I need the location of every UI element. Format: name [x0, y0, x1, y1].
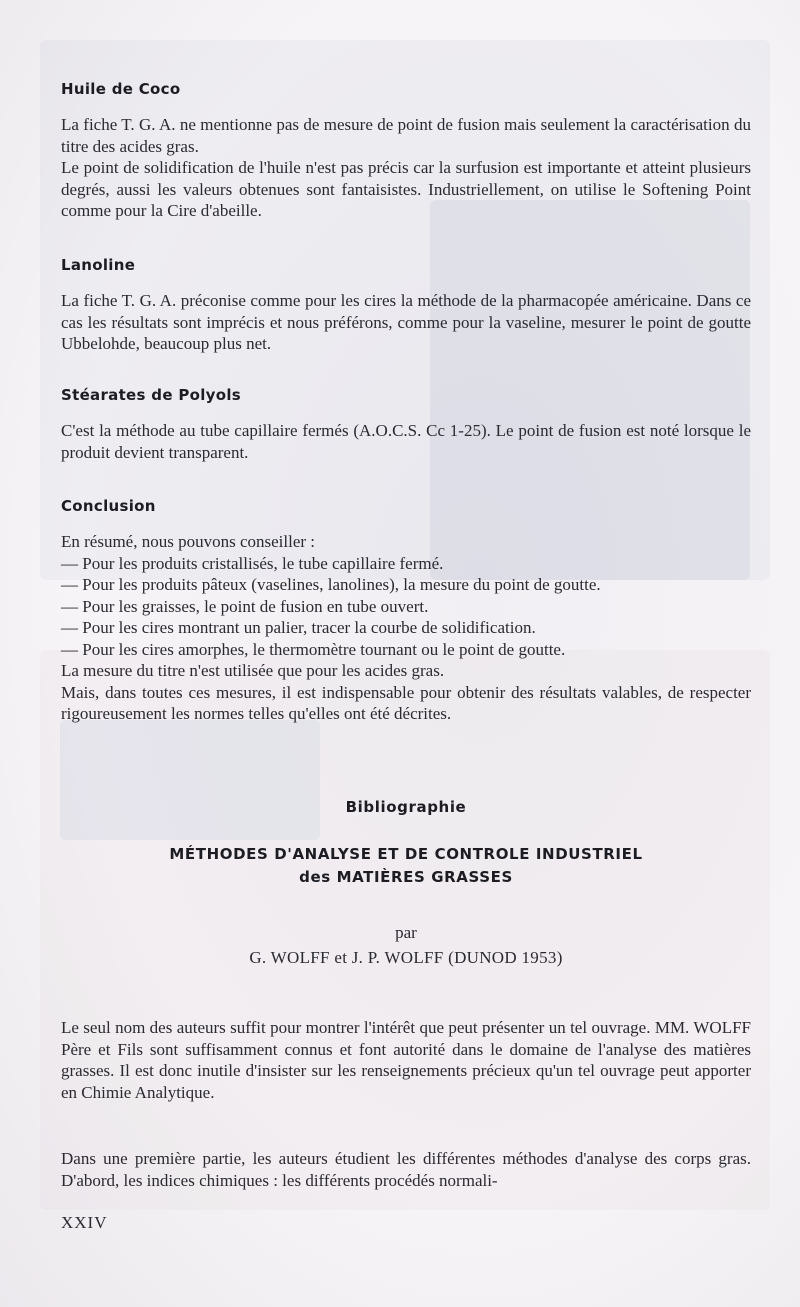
par-label: par	[395, 923, 417, 942]
paragraph: Mais, dans toutes ces mesures, il est indispensable pour obtenir des résultats valables, de respecter rigoureusement les normes telles qu'elles ont été décrites.	[61, 682, 751, 723]
paragraph: Le point de solidification de l'huile n'est pas précis car la surfusion est importante et atteint plusieurs degrés, aussi les valeurs obtenues sont fantaisistes. Industriellement, on utilise le Softening Point comme pour la Cire d'abeille.	[61, 158, 751, 220]
bibliography-label: Bibliographie	[345, 798, 467, 816]
section-heading: Conclusion	[61, 497, 156, 515]
paragraph: La fiche T. G. A. ne mentionne pas de mesure de point de fusion mais seulement la caractérisation du titre des acides gras.	[61, 115, 751, 156]
section-huile-de-coco	[61, 80, 751, 222]
page-number: XXIV	[61, 1213, 108, 1232]
review-paragraph-1	[61, 1017, 751, 1103]
bibliography	[61, 798, 751, 968]
list-item: — Pour les cires montrant un palier, tracer la courbe de solidification.	[61, 618, 536, 637]
paragraph: Dans une première partie, les auteurs étudient les différentes méthodes d'analyse des corps gras. D'abord, les indices chimiques : les différents procédés normali-	[61, 1149, 751, 1190]
book-title-line1: MÉTHODES D'ANALYSE ET DE CONTROLE INDUSTRIEL	[169, 845, 643, 863]
section-lanoline	[61, 256, 751, 355]
paragraph: Le seul nom des auteurs suffit pour montrer l'intérêt que peut présenter un tel ouvrage. MM. WOLFF Père et Fils sont suffisamment connus et font autorité dans le domaine de l'analyse des matières grasses. Il est donc inutile d'insister sur les renseignements précieux qu'un tel ouvrage peut apporter en Chimie Analytique.	[61, 1018, 751, 1102]
paragraph: La mesure du titre n'est utilisée que pour les acides gras.	[61, 661, 445, 680]
section-heading: Lanoline	[61, 256, 136, 274]
paragraph: La fiche T. G. A. préconise comme pour les cires la méthode de la pharmacopée américaine. Dans ce cas les résultats sont imprécis et nous préférons, comme pour la vaseline, mesurer le point de goutte Ubbelohde, beaucoup plus net.	[61, 291, 751, 353]
list-item: — Pour les cires amorphes, le thermomètre tournant ou le point de goutte.	[61, 639, 566, 659]
list-item: — Pour les graisses, le point de fusion en tube ouvert.	[61, 596, 429, 616]
review-paragraph-2	[61, 1148, 751, 1191]
section-heading: Huile de Coco	[61, 80, 181, 98]
book-title-line2: des MATIÈRES GRASSES	[299, 868, 513, 886]
section-heading: Stéarates de Polyols	[61, 386, 242, 404]
section-stearates-de-polyols	[61, 386, 751, 463]
paragraph: C'est la méthode au tube capillaire fermés (A.O.C.S. Cc 1-25). Le point de fusion est noté lorsque le produit devient transparent.	[61, 421, 751, 462]
intro-line: En résumé, nous pouvons conseiller :	[61, 532, 316, 551]
list-item: — Pour les produits cristallisés, le tube capillaire fermé.	[61, 553, 444, 573]
section-conclusion	[61, 497, 751, 725]
book-authors: G. WOLFF et J. P. WOLFF (DUNOD 1953)	[249, 947, 563, 967]
list-item: — Pour les produits pâteux (vaselines, lanolines), la mesure du point de goutte.	[61, 575, 601, 594]
